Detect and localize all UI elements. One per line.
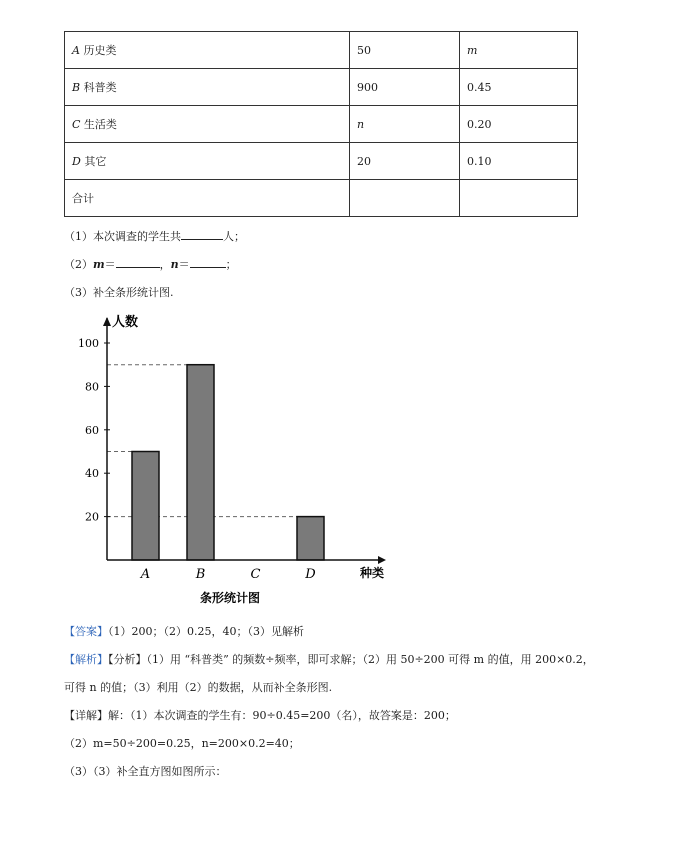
y-axis-label: 人数 — [112, 315, 139, 330]
table-cell-freq: 0.10 — [460, 143, 578, 180]
table-row — [65, 180, 578, 217]
y-axis-arrow-icon — [103, 317, 111, 326]
y-tick-label: 100 — [78, 337, 99, 350]
table-cell-category — [65, 69, 350, 106]
category-name: 合计 — [72, 192, 94, 205]
analysis-tag: 【解析】 — [64, 653, 108, 666]
table-cell-count: 900 — [350, 69, 460, 106]
category-name: 其它 — [84, 155, 107, 168]
category-name: 科普类 — [83, 81, 117, 94]
answer-line — [64, 623, 304, 639]
data-table — [64, 31, 578, 217]
detail-line-1 — [64, 707, 456, 723]
question-2-number: （2） — [64, 258, 93, 271]
category-letter: A — [72, 44, 80, 57]
category-letter: B — [72, 81, 81, 94]
detail-line-2: （2）m=50÷200=0.25，n=200×0.2=40； — [64, 737, 300, 750]
question-3: （3）补全条形统计图. — [64, 286, 174, 299]
answer-blank — [190, 256, 226, 268]
equals-sign: ＝ — [178, 258, 190, 271]
comma: ， — [159, 258, 171, 271]
category-name: 生活类 — [83, 118, 117, 131]
table-cell-category — [65, 143, 350, 180]
table-cell-count: 50 — [350, 32, 460, 69]
x-tick-label: B — [195, 567, 206, 582]
y-tick-label: 20 — [85, 510, 99, 524]
question-1 — [64, 228, 245, 244]
table-cell-count: n — [350, 106, 460, 143]
detail-tag: 【详解】 — [64, 709, 108, 722]
table-cell-category — [65, 32, 350, 69]
detail-text-1: 解：（1）本次调查的学生有：90÷0.45=200（名），故答案是：200； — [108, 709, 456, 722]
question-1-text: （1）本次调查的学生共 — [64, 230, 181, 243]
y-tick-label: 40 — [85, 467, 99, 481]
answer-text: （1）200；（2）0.25，40；（3）见解析 — [108, 625, 304, 638]
question-1-end: 人； — [223, 230, 245, 243]
question-2-end: ； — [225, 258, 237, 271]
answer-blank — [116, 256, 160, 268]
detail-line-3: （3）（3）补全直方图如图所示： — [64, 765, 227, 778]
x-axis-label: 种类 — [360, 566, 385, 580]
bar-A — [132, 452, 159, 561]
y-ticks — [78, 337, 110, 524]
category-letter: D — [72, 155, 81, 168]
analysis-subtag: 【分析】 — [108, 653, 147, 666]
bar-chart — [60, 308, 400, 608]
x-axis-arrow-icon — [378, 556, 386, 564]
x-tick-labels — [140, 567, 316, 582]
var-n: n — [170, 258, 179, 271]
table-row — [65, 106, 578, 143]
chart-title: 条形统计图 — [199, 591, 261, 605]
table-cell-freq: m — [460, 32, 578, 69]
table-cell-freq — [460, 180, 578, 217]
bars — [132, 365, 324, 560]
answer-blank — [181, 228, 223, 240]
y-tick-label: 60 — [85, 423, 99, 437]
analysis-line-2: 可得 n 的值；（3）利用（2）的数据，从而补全条形图. — [64, 681, 333, 694]
table-cell-freq: 0.20 — [460, 106, 578, 143]
table-cell-category — [65, 106, 350, 143]
table-cell-freq: 0.45 — [460, 69, 578, 106]
analysis-text-1: （1）用 “科普类” 的频数÷频率，即可求解；（2）用 50÷200 可得 m 的值，用 200×0.2， — [146, 653, 594, 666]
x-tick-label: A — [140, 567, 151, 582]
category-letter: C — [72, 118, 81, 131]
y-tick-label: 80 — [85, 380, 99, 394]
table-cell-category — [65, 180, 350, 217]
table-row — [65, 32, 578, 69]
answer-tag: 【答案】 — [64, 625, 108, 638]
bar-B — [187, 365, 214, 560]
table-row — [65, 69, 578, 106]
var-m: m — [93, 258, 105, 271]
x-tick-label: D — [305, 567, 316, 582]
x-tick-label: C — [250, 567, 261, 582]
category-name: 历史类 — [83, 44, 117, 57]
analysis-line-1 — [64, 651, 594, 667]
question-2 — [64, 256, 237, 272]
table-row — [65, 143, 578, 180]
bar-D — [297, 517, 324, 560]
table-cell-count: 20 — [350, 143, 460, 180]
table-cell-count — [350, 180, 460, 217]
equals-sign: ＝ — [104, 258, 116, 271]
